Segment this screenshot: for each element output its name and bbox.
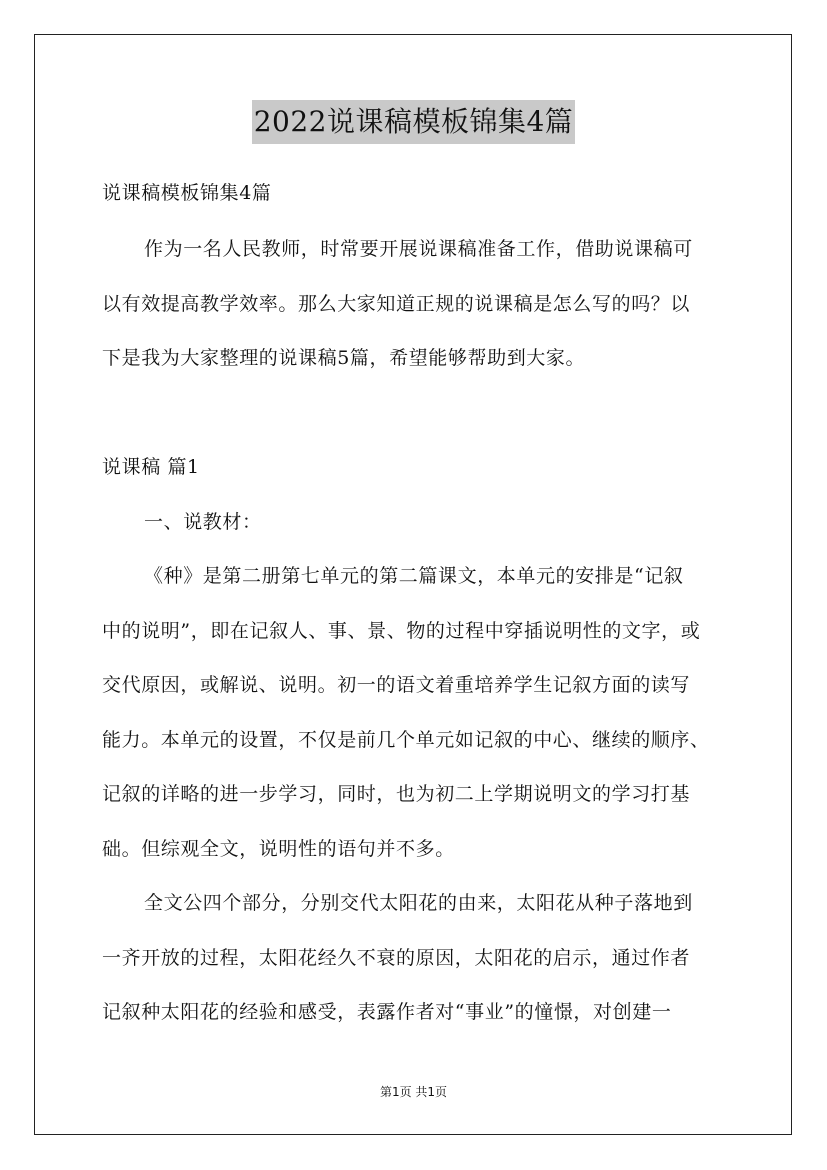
paragraph1-line-4: 能力。本单元的设置，不仅是前几个单元如记叙的中心、继续的顺序、 [102,729,710,751]
paragraph1-line-6: 础。但综观全文，说明性的语句并不多。 [102,838,455,860]
paragraph2-line-2: 一齐开放的过程，太阳花经久不衰的原因，太阳花的启示，通过作者 [102,947,691,969]
intro-line-1: 作为一名人民教师，时常要开展说课稿准备工作，借助说课稿可 [144,238,693,260]
paragraph1-line-1: 《种》是第二册第七单元的第二篇课文，本单元的安排是“记叙 [144,565,684,587]
document-subtitle: 说课稿模板锦集4篇 [102,182,272,204]
intro-line-2: 以有效提高教学效率。那么大家知道正规的说课稿是怎么写的吗？以 [102,293,691,315]
page-footer: 第1页 共1页 [379,1085,448,1099]
paragraph1-line-3: 交代原因，或解说、说明。初一的语文着重培养学生记叙方面的读写 [102,674,691,696]
paragraph2-line-1: 全文公四个部分，分别交代太阳花的由来，太阳花从种子落地到 [144,892,693,914]
paragraph1-line-5: 记叙的详略的进一步学习，同时，也为初二上学期说明文的学习打基 [102,783,691,805]
intro-line-3: 下是我为大家整理的说课稿5篇，希望能够帮助到大家。 [102,347,586,369]
paragraph2-line-3: 记叙种太阳花的经验和感受，表露作者对“事业”的憧憬，对创建一 [102,1001,672,1023]
section-heading: 说课稿 篇1 [102,456,200,478]
document-title: 2022说课稿模板锦集4篇 [252,100,576,144]
paragraph1-line-2: 中的说明”，即在记叙人、事、景、物的过程中穿插说明性的文字，或 [102,620,701,642]
section-subheading: 一、说教材： [144,511,262,533]
title-container [0,100,827,144]
